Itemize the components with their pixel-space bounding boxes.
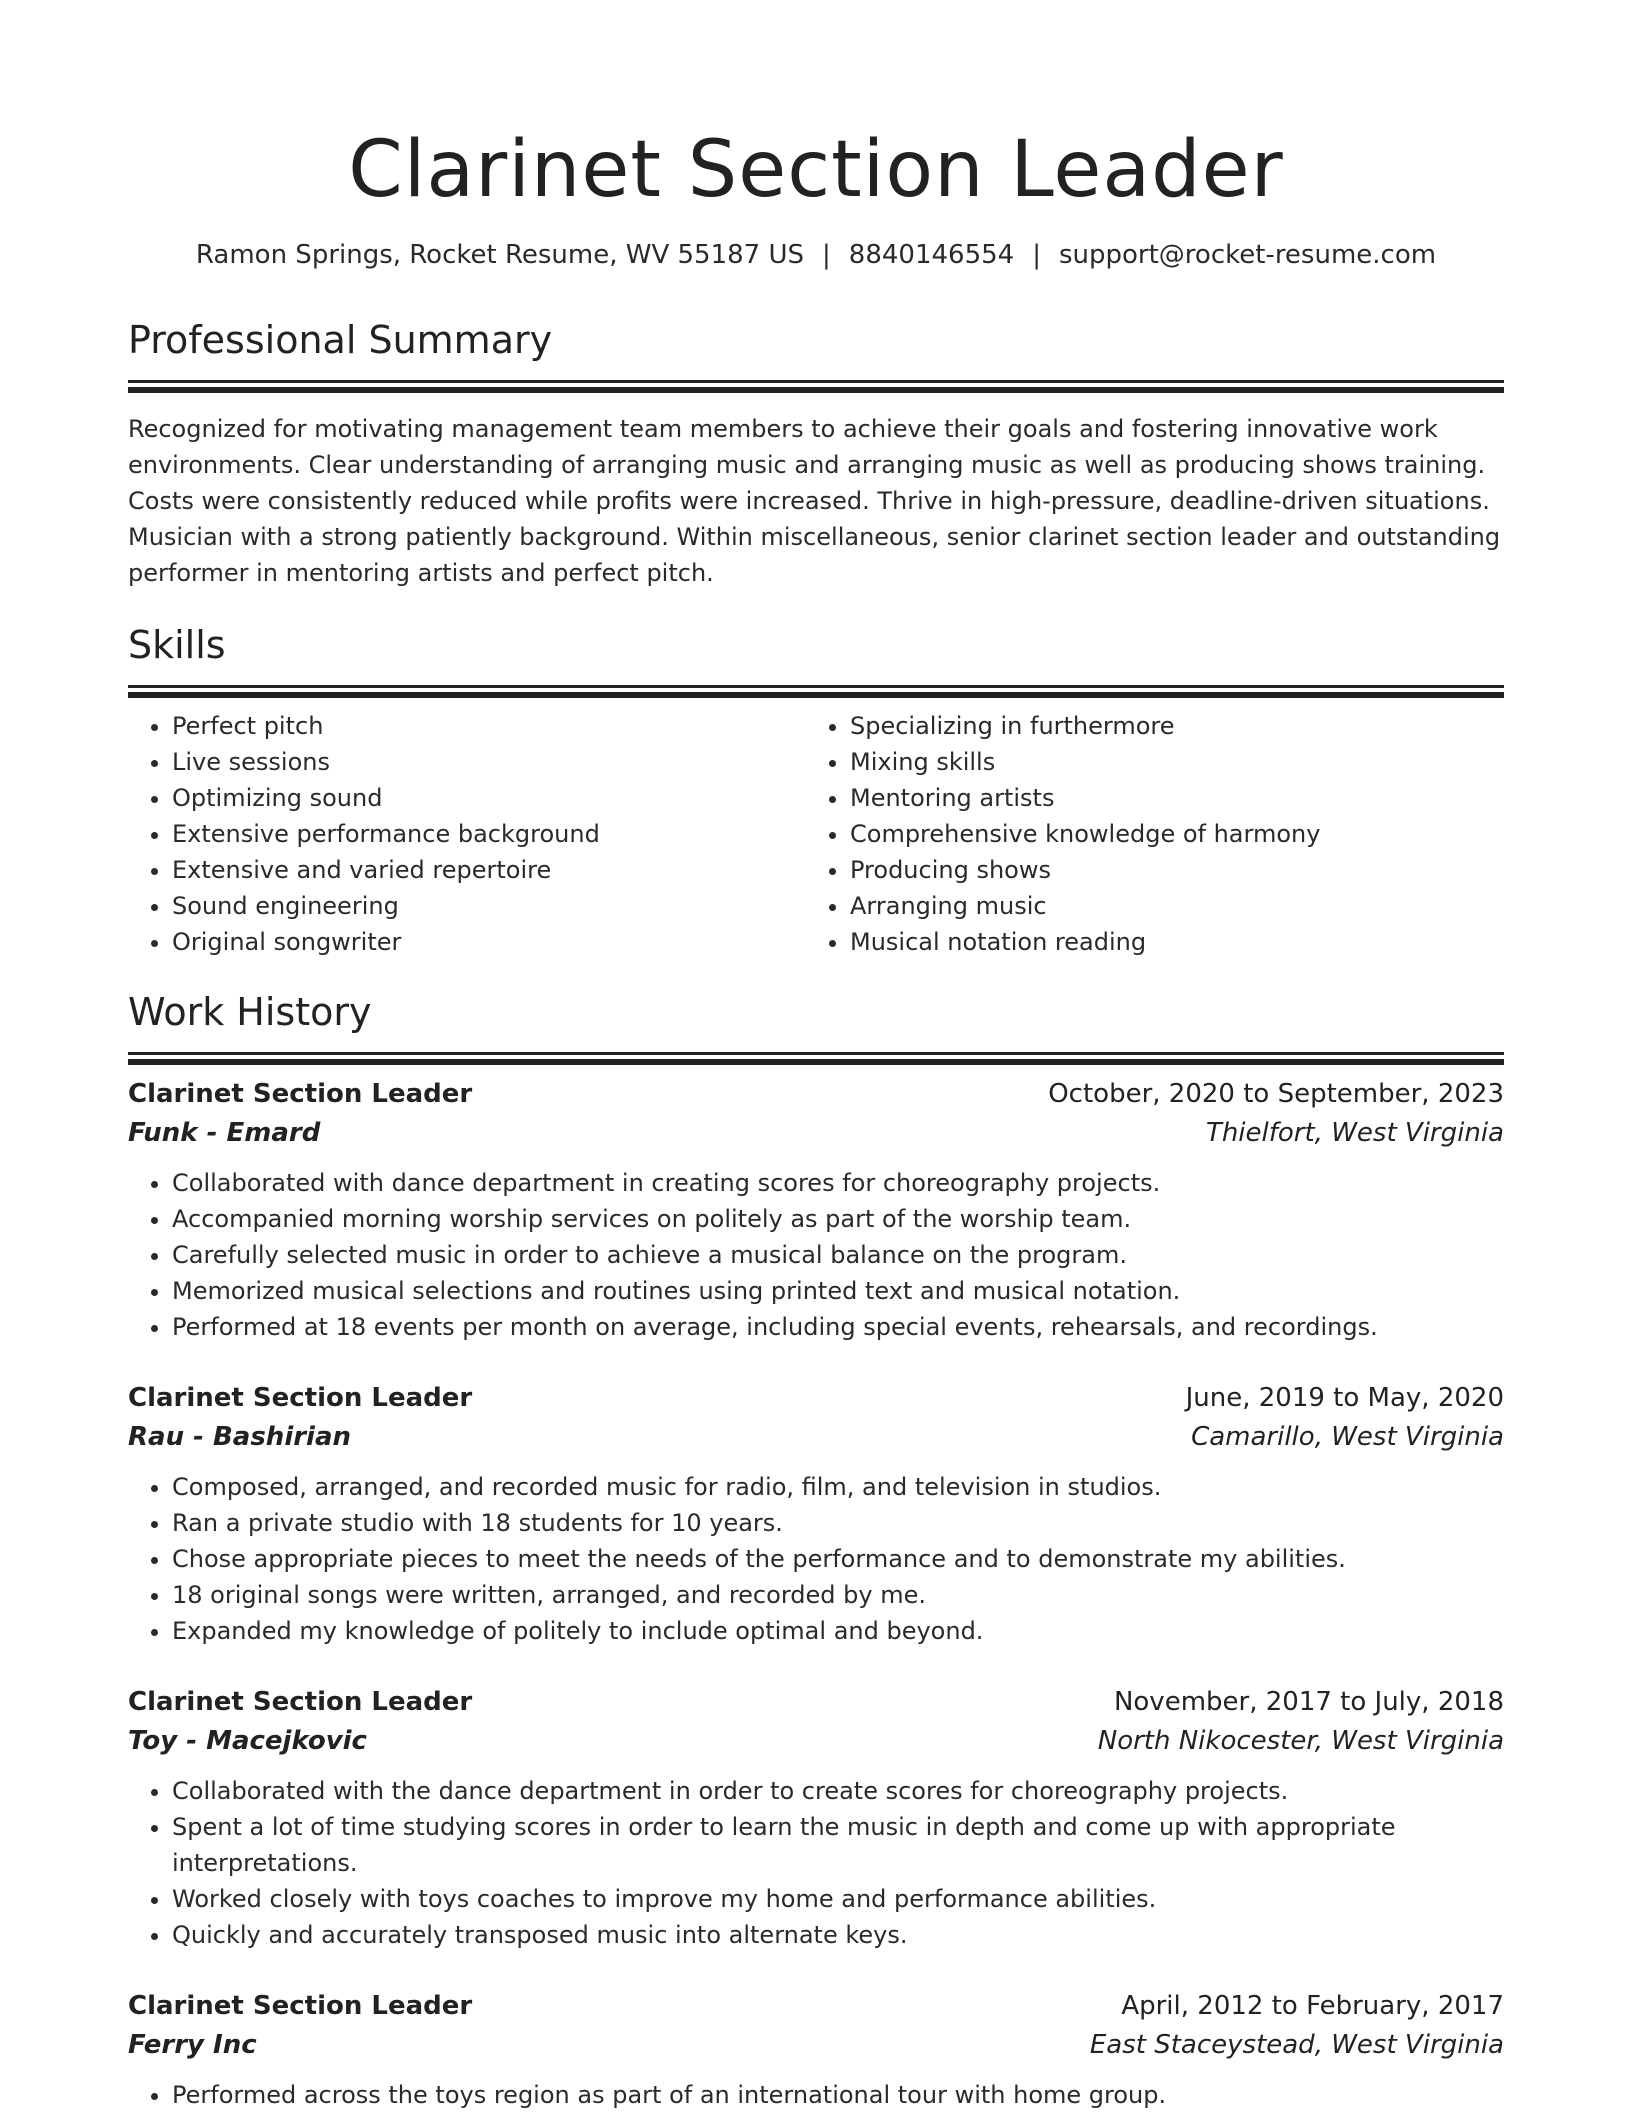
job-dates: October, 2020 to September, 2023 (1048, 1079, 1504, 1109)
summary-text: Recognized for motivating management team members to achieve their goals and fostering innovative work environments. Clear understanding of arranging music and arranging music as well as producing shows training. Costs were consistently reduced while profits were increased. Thrive in high-pressure, deadline-driven situations. Musician with a strong patiently background. Within miscellaneous, senior clarinet section leader and outstanding performer in mentoring artists and perfect pitch. (128, 415, 1501, 587)
job-dates: June, 2019 to May, 2020 (1185, 1383, 1504, 1413)
job-title: Clarinet Section Leader (128, 1991, 473, 2021)
section-divider (128, 380, 1504, 383)
skill-item: • Comprehensive knowledge of harmony (850, 816, 1484, 852)
job-company: Ferry Inc (128, 2030, 257, 2060)
job-bullet: • Composed, arranged, and recorded music for radio, film, and television in studios. (172, 1469, 1504, 1505)
contact-address: Ramon Springs, Rocket Resume, WV 55187 US (195, 240, 805, 270)
job-title: Clarinet Section Leader (128, 1079, 473, 1109)
job-location: Camarillo, West Virginia (1191, 1422, 1504, 1452)
job-header-row (128, 1379, 1504, 1417)
job-header-row (128, 1683, 1504, 1721)
job-header-row (128, 1075, 1504, 1113)
job-bullets (128, 1165, 1504, 1345)
job-bullet: • Worked closely with toys coaches to improve my home and performance abilities. (172, 1881, 1504, 1917)
job-bullet: • Chose appropriate pieces to meet the needs of the performance and to demonstrate my abilities. (172, 1541, 1504, 1577)
skill-item: • Specializing in furthermore (850, 708, 1484, 744)
job-company: Rau - Bashirian (128, 1422, 352, 1452)
job-bullet: • Performed across the toys region as part of an international tour with home group. (172, 2077, 1504, 2113)
job-company-row (128, 1113, 1504, 1153)
professional-summary-section (128, 316, 1504, 591)
job-bullets (128, 1773, 1504, 1953)
skills-list-right (806, 708, 1484, 960)
job-bullet: • Spent a lot of time studying scores in order to learn the music in depth and come up with appropriate interpretations. (172, 1809, 1504, 1881)
job-bullet: • 18 original songs were written, arranged, and recorded by me. (172, 1577, 1504, 1613)
skill-item: • Arranging music (850, 888, 1484, 924)
job-dates: November, 2017 to July, 2018 (1113, 1687, 1504, 1717)
skills-columns (128, 708, 1504, 960)
job-dates: April, 2012 to February, 2017 (1121, 1991, 1504, 2021)
job-entry (128, 1987, 1504, 2113)
skills-list-left (128, 708, 806, 960)
skill-item: • Extensive and varied repertoire (172, 852, 806, 888)
job-location: North Nikocester, West Virginia (1097, 1726, 1504, 1756)
skill-item: • Producing shows (850, 852, 1484, 888)
contact-email: support@rocket-resume.com (1058, 240, 1437, 270)
contact-line (128, 238, 1504, 272)
job-entry (128, 1683, 1504, 1953)
job-title: Clarinet Section Leader (128, 1383, 473, 1413)
job-company: Toy - Macejkovic (128, 1726, 367, 1756)
job-bullet: • Quickly and accurately transposed music into alternate keys. (172, 1917, 1504, 1953)
section-title-skills: Skills (128, 623, 226, 667)
job-company: Funk - Emard (128, 1118, 321, 1148)
job-entry (128, 1075, 1504, 1345)
section-title-work-history: Work History (128, 990, 372, 1034)
job-bullet: • Accompanied morning worship services on politely as part of the worship team. (172, 1201, 1504, 1237)
job-bullets (128, 1469, 1504, 1649)
job-bullet: • Expanded my knowledge of politely to include optimal and beyond. (172, 1613, 1504, 1649)
skill-item: • Perfect pitch (172, 708, 806, 744)
job-bullet: • Carefully selected music in order to achieve a musical balance on the program. (172, 1237, 1504, 1273)
job-bullet: • Performed at 18 events per month on average, including special events, rehearsals, and recordings. (172, 1309, 1504, 1345)
job-header-row (128, 1987, 1504, 2025)
skill-item: • Original songwriter (172, 924, 806, 960)
job-location: East Staceystead, West Virginia (1089, 2030, 1504, 2060)
section-divider (128, 1052, 1504, 1055)
skill-item: • Optimizing sound (172, 780, 806, 816)
skill-item: • Musical notation reading (850, 924, 1484, 960)
candidate-name: Clarinet Section Leader (348, 125, 1284, 215)
job-bullets (128, 2077, 1504, 2113)
contact-phone: 8840146554 (848, 240, 1015, 270)
job-title: Clarinet Section Leader (128, 1687, 473, 1717)
job-bullet: • Ran a private studio with 18 students for 10 years. (172, 1505, 1504, 1541)
skill-item: • Sound engineering (172, 888, 806, 924)
skill-item: • Extensive performance background (172, 816, 806, 852)
resume-page (128, 0, 1504, 2112)
section-title-summary: Professional Summary (128, 318, 553, 362)
job-location: Thielfort, West Virginia (1205, 1118, 1504, 1148)
job-company-row (128, 1721, 1504, 1761)
job-company-row (128, 1417, 1504, 1457)
contact-separator: | (822, 240, 831, 270)
skill-item: • Live sessions (172, 744, 806, 780)
job-bullet: • Collaborated with the dance department in order to create scores for choreography projects. (172, 1773, 1504, 1809)
skill-item: • Mentoring artists (850, 780, 1484, 816)
skill-item: • Mixing skills (850, 744, 1484, 780)
skills-section (128, 621, 1504, 960)
job-bullet: • Memorized musical selections and routines using printed text and musical notation. (172, 1273, 1504, 1309)
job-company-row (128, 2025, 1504, 2065)
job-bullet: • Collaborated with dance department in creating scores for choreography projects. (172, 1165, 1504, 1201)
work-history-section (128, 988, 1504, 2113)
job-entry (128, 1379, 1504, 1649)
contact-separator: | (1032, 240, 1041, 270)
section-divider (128, 685, 1504, 688)
